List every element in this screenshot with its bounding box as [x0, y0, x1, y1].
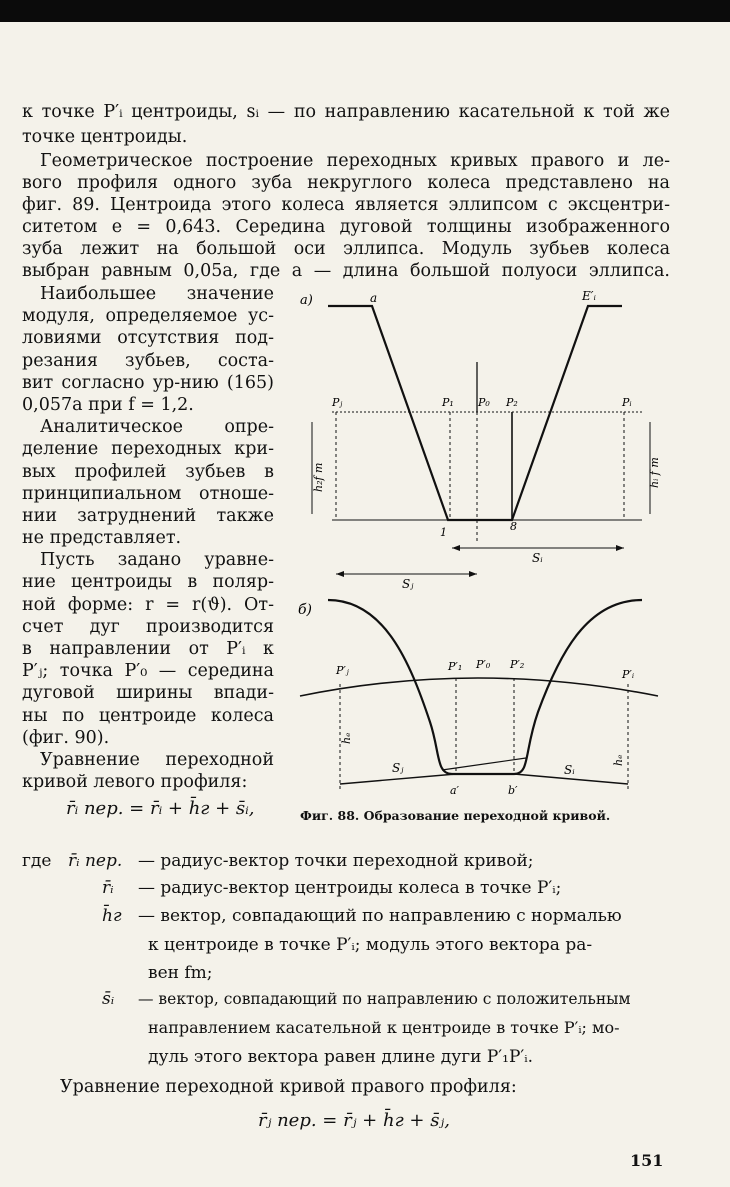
- left-column-text: [22, 283, 274, 793]
- column-line: кривой левого профиля:: [22, 772, 248, 793]
- figure-label-b: б): [298, 602, 313, 618]
- column-line: принципиальном отноше-: [22, 483, 274, 504]
- def-text: — вектор, совпадающий по направлению с нормалью: [138, 906, 622, 926]
- label-p2-prime: P′₂: [510, 658, 525, 671]
- arrowhead: [336, 571, 344, 577]
- label-a-prime: a′: [450, 784, 460, 797]
- arrowhead: [452, 545, 460, 551]
- figure-transition-curve: [292, 282, 664, 802]
- label-he-right: hₑ: [612, 754, 625, 766]
- def-text: — радиус-вектор центроиды колеса в точке P′ᵢ;: [138, 878, 562, 898]
- def-text: направлением касательной к центроиде в точке P′ᵢ; мо-: [148, 1018, 620, 1037]
- equation-left-profile: r̄ᵢ пер. = r̄ᵢ + h̄г + s̄ᵢ,: [66, 798, 255, 819]
- tooth-profile-b: [328, 600, 642, 774]
- label-b-prime: b′: [508, 784, 518, 797]
- label-a: a: [370, 291, 378, 305]
- column-line: вых профилей зубьев в: [22, 461, 274, 482]
- text-line: зуба лежит на большой оси эллипса. Модуль зубьев колеса: [22, 239, 670, 259]
- label-sj: Sⱼ: [402, 577, 414, 591]
- column-line: счет дуг производится: [22, 616, 274, 637]
- column-line: в направлении от P′ᵢ к: [22, 639, 274, 659]
- column-line: вит согласно ур-нию (165): [22, 372, 274, 393]
- def-text: — радиус-вектор точки переходной кривой;: [138, 851, 534, 871]
- label-pi-prime: P′ᵢ: [622, 668, 635, 681]
- label-p2: P₂: [506, 396, 518, 409]
- label-1: 1: [440, 526, 447, 539]
- def-text: вен fm;: [148, 963, 213, 983]
- def-symbol: r̄ᵢ пер.: [68, 851, 123, 871]
- column-line: Наибольшее значение: [40, 284, 274, 304]
- text-line: фиг. 89. Центроида этого колеса является эллипсом с эксцентри-: [22, 195, 670, 215]
- label-pj: Pⱼ: [332, 396, 343, 409]
- column-line: деление переходных кри-: [22, 439, 274, 460]
- tooth-profile-a: [328, 306, 622, 520]
- label-ei: E′ᵢ: [582, 289, 596, 303]
- label-pj-prime: P′ⱼ: [336, 664, 349, 677]
- column-line: ны по центроиде колеса: [22, 705, 274, 726]
- text-line: к точке P′ᵢ центроиды, sᵢ — по направлению касательной к той же: [22, 102, 670, 122]
- column-line: модуля, определяемое ус-: [22, 306, 274, 327]
- column-line: 0,057a при f = 1,2.: [22, 394, 194, 415]
- label-sj-b: Sⱼ: [392, 761, 404, 775]
- text-line: точке центроиды.: [22, 127, 188, 147]
- label-p1-prime: P′₁: [448, 660, 463, 673]
- figure-caption: Фиг. 88. Образование переходной кривой.: [300, 808, 611, 823]
- def-symbol: s̄ᵢ: [102, 989, 115, 1009]
- column-line: Уравнение переходной: [40, 749, 274, 770]
- label-8: 8: [510, 520, 517, 533]
- def-symbol: r̄ᵢ: [102, 878, 114, 898]
- where-word: где: [22, 851, 52, 871]
- label-pi: Pᵢ: [622, 396, 632, 409]
- column-line: резания зубьев, соста-: [22, 350, 274, 371]
- text-line: Геометрическое построение переходных кривых правого и ле-: [40, 151, 670, 171]
- text-line: выбран равным 0,05a, где a — длина большой полуоси эллипса.: [22, 261, 670, 281]
- text-line: вого профиля одного зуба некруглого колеса представлено на: [22, 173, 670, 193]
- label-p1: P₁: [442, 396, 454, 409]
- def-symbol: h̄г: [102, 906, 122, 926]
- column-line: ной форме: r = r(ϑ). От-: [22, 594, 274, 615]
- text-line: ситетом e = 0,643. Середина дуговой толщины изображенного: [22, 217, 670, 237]
- column-line: нии затруднений также: [22, 505, 274, 526]
- figure-label-a: а): [300, 293, 313, 308]
- label-p0-prime: P′₀: [476, 658, 491, 671]
- label-si: Sᵢ: [532, 551, 543, 565]
- label-h2fm: h₂f m: [312, 462, 325, 492]
- arrowhead: [469, 571, 477, 577]
- vector-sj: [340, 774, 456, 784]
- label-p0: P₀: [478, 396, 490, 409]
- equation-right-profile: r̄ⱼ пер. = r̄ⱼ + h̄г + s̄ⱼ,: [258, 1110, 450, 1131]
- arrowhead: [616, 545, 624, 551]
- column-line: Пусть задано уравне-: [40, 550, 274, 571]
- text-line: Уравнение переходной кривой правого профиля:: [60, 1077, 517, 1097]
- def-text: дуль этого вектора равен длине дуги P′₁P′ᵢ.: [148, 1047, 534, 1067]
- column-line: (фиг. 90).: [22, 727, 110, 748]
- label-he-left: hₑ: [340, 732, 353, 744]
- centroid-arc: [300, 678, 658, 696]
- column-line: ние центроиды в поляр-: [22, 572, 274, 593]
- def-text: к центроиде в точке P′ᵢ; модуль этого вектора ра-: [148, 935, 593, 955]
- column-line: дуговой ширины впади-: [22, 683, 274, 704]
- column-line: P′ⱼ; точка P′₀ — середина: [22, 661, 274, 682]
- label-hifm: hᵢ f m: [648, 457, 661, 488]
- column-line: ловиями отсутствия под-: [22, 328, 274, 349]
- column-line: Аналитическое опре-: [40, 417, 274, 438]
- label-si-b: Sᵢ: [564, 763, 575, 777]
- vector-cross: [442, 758, 526, 770]
- page-number: 151: [630, 1151, 664, 1170]
- column-line: не представляет.: [22, 528, 182, 549]
- def-text: — вектор, совпадающий по направлению с положительным: [138, 990, 631, 1008]
